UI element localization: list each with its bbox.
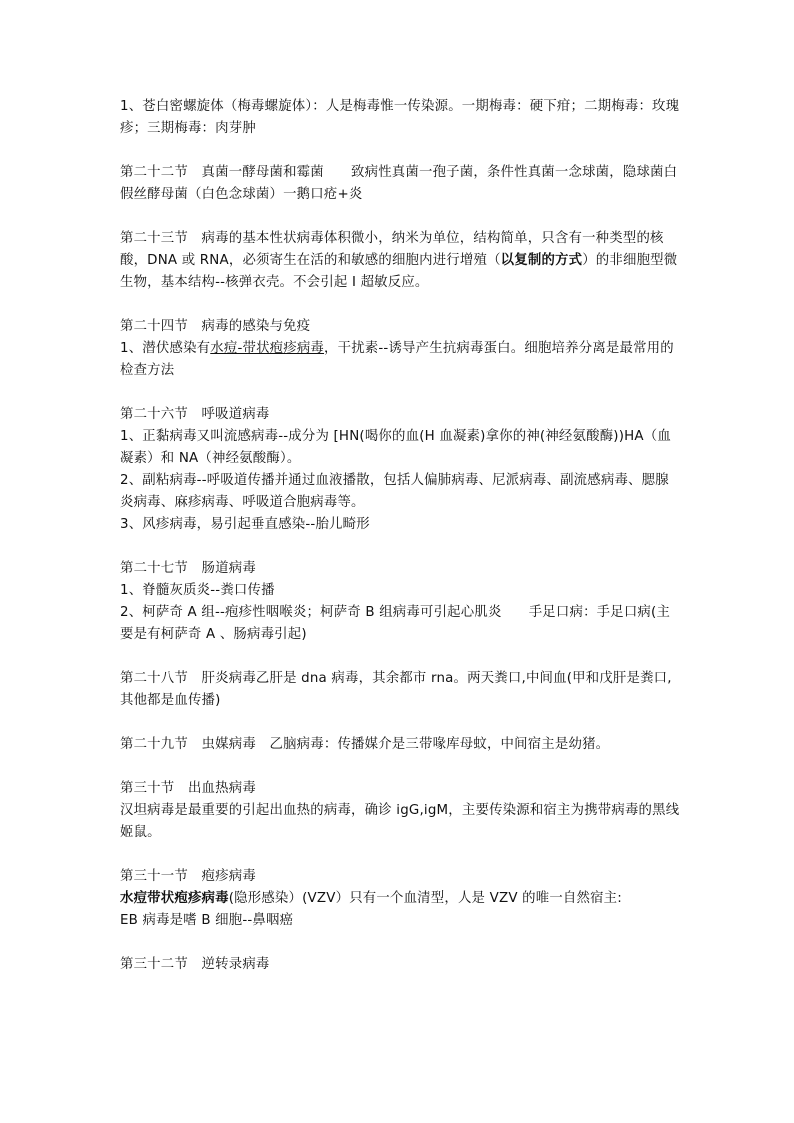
- section-24-underlined-text: 水痘-带状疱疹病毒: [210, 341, 325, 356]
- section-22-paragraph: 第二十二节 真菌一酵母菌和霉菌 致病性真菌一孢子菌，条件性真菌一念球菌，隐球菌白假丝酵母菌（白色念球菌）一鹅口疮+炎: [120, 165, 678, 202]
- section-24-text-a: 1、潜伏感染有: [120, 341, 211, 356]
- section-30-heading: 第三十节 出血热病毒: [120, 781, 256, 796]
- section-23-paragraph: [120, 228, 680, 294]
- section-23-bold-text: 以复制的方式: [500, 253, 583, 268]
- section-27-heading: 第二十七节 肠道病毒: [120, 561, 256, 576]
- section-30-paragraph: 汉坦病毒是最重要的引起出血热的病毒，确诊 igG,igM，主要传染源和宿主为携带病毒的黑线姬鼠。: [120, 803, 680, 840]
- section-28-paragraph: 第二十八节 肝炎病毒乙肝是 dna 病毒，其余都市 rna。两天粪口,中间血(甲和戊肝是粪口,其他都是血传播): [120, 671, 672, 708]
- section-26-item-3: 3、风疹病毒，易引起垂直感染--胎儿畸形: [120, 517, 370, 532]
- paragraph-syphilis: 1、苍白密螺旋体（梅毒螺旋体）：人是梅毒惟一传染源。一期梅毒：硬下疳；二期梅毒：玫瑰疹；三期梅毒：肉芽肿: [120, 99, 680, 136]
- section-26-item-2: 2、副粘病毒--呼吸道传播并通过血液播散，包括人偏肺病毒、尼派病毒、副流感病毒、腮腺炎病毒、麻疹病毒、呼吸道合胞病毒等。: [120, 473, 669, 510]
- section-27-item-1: 1、脊髓灰质炎--粪口传播: [120, 583, 275, 598]
- section-31-heading: 第三十一节 疱疹病毒: [120, 869, 256, 884]
- section-23-text-a: 第二十三节 病毒的基本性状病毒体积微小，纳米为单位，结构简单，只含有一种类型的核酸，DNA 或 RNA，必须寄生在活的和敏感的细胞内进行增殖（: [120, 231, 664, 268]
- document-body: [120, 96, 680, 976]
- section-31-text: (隐形感染）(VZV）只有一个血清型，人是 VZV 的唯一自然宿主:: [228, 891, 622, 906]
- section-23-text-b: ）的非细胞型微生物，基本结构--核弹衣壳。不会引起 I 超敏反应。: [120, 253, 678, 290]
- section-29-paragraph: 第二十九节 虫媒病毒 乙脑病毒：传播媒介是三带喙库母蚊，中间宿主是幼猪。: [120, 737, 610, 752]
- section-27-item-2: 2、柯萨奇 A 组--疱疹性咽喉炎；柯萨奇 B 组病毒可引起心肌炎 手足口病：手足口病(主要是有柯萨奇 A 、肠病毒引起): [120, 605, 671, 642]
- section-24-text-b: ，干扰素--诱导产生抗病毒蛋白。细胞培养分离是最常用的检查方法: [120, 341, 674, 378]
- section-31-bold-text: 水痘带状疱疹病毒: [120, 891, 229, 906]
- section-24-paragraph: [120, 338, 680, 382]
- section-31-paragraph: [120, 888, 680, 910]
- section-24-heading: 第二十四节 病毒的感染与免疫: [120, 319, 311, 334]
- section-26-item-1: 1、正黏病毒又叫流感病毒--成分为 [HN(喝你的血(H 血凝素)拿你的神(神经氨酸酶))HA（血凝素）和 NA（神经氨酸酶）。: [120, 429, 671, 466]
- section-26-heading: 第二十六节 呼吸道病毒: [120, 407, 270, 422]
- section-31-item-2: EB 病毒是嗜 B 细胞--鼻咽癌: [120, 913, 294, 928]
- section-32-heading: 第三十二节 逆转录病毒: [120, 957, 270, 972]
